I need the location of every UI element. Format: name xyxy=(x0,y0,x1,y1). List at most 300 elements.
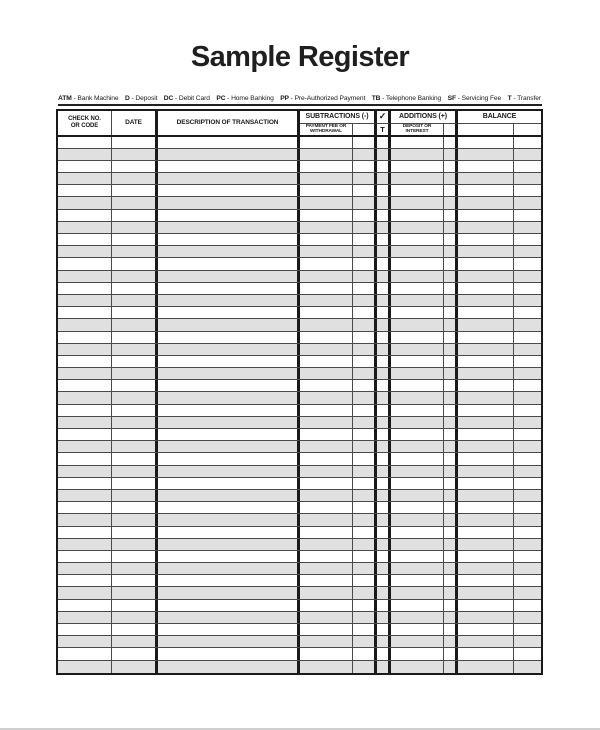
register-cell xyxy=(300,527,353,538)
register-cell xyxy=(514,149,541,160)
register-cell xyxy=(377,648,391,659)
register-cell xyxy=(158,307,300,318)
register-cell xyxy=(391,332,444,343)
register-cell xyxy=(444,636,458,647)
register-cell xyxy=(458,271,514,282)
register-cell xyxy=(158,563,300,574)
register-cell xyxy=(391,417,444,428)
register-cell xyxy=(514,502,541,513)
legend-label: - Pre-Authorized Payment xyxy=(288,95,366,102)
register-cell xyxy=(158,478,300,489)
register-cell xyxy=(58,392,112,403)
register-cell xyxy=(353,368,377,379)
register-cell xyxy=(377,344,391,355)
register-cell xyxy=(300,356,353,367)
register-cell xyxy=(300,563,353,574)
register-cell xyxy=(444,648,458,659)
register-cell xyxy=(58,429,112,440)
register-cell xyxy=(300,332,353,343)
register-cell xyxy=(353,356,377,367)
register-cell xyxy=(377,624,391,635)
register-cell xyxy=(300,246,353,257)
register-cell xyxy=(391,648,444,659)
register-cell xyxy=(391,453,444,464)
register-cell xyxy=(377,417,391,428)
register-cell xyxy=(458,149,514,160)
register-cell xyxy=(514,258,541,269)
register-cell xyxy=(391,624,444,635)
register-cell xyxy=(300,612,353,623)
legend-label: - Transfer xyxy=(511,95,541,102)
register-cell xyxy=(353,234,377,245)
register-cell xyxy=(158,258,300,269)
register-cell xyxy=(377,197,391,208)
register-cell xyxy=(300,161,353,172)
register-cell xyxy=(514,441,541,452)
register-cell xyxy=(514,356,541,367)
register-cell xyxy=(158,441,300,452)
register-cell xyxy=(58,417,112,428)
legend-item xyxy=(372,94,441,103)
register-row xyxy=(58,551,541,563)
register-cell xyxy=(514,636,541,647)
register-cell xyxy=(112,661,158,673)
register-cell xyxy=(112,563,158,574)
register-cell xyxy=(391,173,444,184)
register-cell xyxy=(58,356,112,367)
register-cell xyxy=(112,612,158,623)
register-cell xyxy=(514,478,541,489)
register-cell xyxy=(444,466,458,477)
header-cell-additions-cents xyxy=(444,124,458,135)
register-cell xyxy=(514,600,541,611)
register-cell xyxy=(112,332,158,343)
register-header xyxy=(58,111,541,137)
register-cell xyxy=(458,417,514,428)
register-cell xyxy=(158,295,300,306)
register-cell xyxy=(391,319,444,330)
register-cell xyxy=(444,661,458,673)
register-cell xyxy=(158,137,300,148)
register-cell xyxy=(444,563,458,574)
header-cell-check-no xyxy=(58,111,112,135)
legend-item xyxy=(508,94,541,103)
register-row xyxy=(58,161,541,173)
register-cell xyxy=(353,539,377,550)
header-cell-subtractions: SUBTRACTIONS (-) xyxy=(300,111,377,124)
register-cell xyxy=(444,222,458,233)
register-cell xyxy=(377,563,391,574)
register-cell xyxy=(158,380,300,391)
register-cell xyxy=(444,429,458,440)
register-cell xyxy=(112,514,158,525)
register-cell xyxy=(112,453,158,464)
register-cell xyxy=(353,453,377,464)
checkmark-icon: ✓ xyxy=(378,111,387,121)
register-cell xyxy=(391,307,444,318)
register-cell xyxy=(353,648,377,659)
register-cell xyxy=(458,405,514,416)
register-row xyxy=(58,210,541,222)
register-cell xyxy=(353,344,377,355)
register-cell xyxy=(353,429,377,440)
additions-sublabel-line2: INTEREST xyxy=(405,129,429,134)
register-cell xyxy=(300,417,353,428)
register-cell xyxy=(444,527,458,538)
register-row xyxy=(58,332,541,344)
register-cell xyxy=(377,210,391,221)
register-cell xyxy=(353,405,377,416)
register-cell xyxy=(353,173,377,184)
register-cell xyxy=(58,636,112,647)
legend-item xyxy=(164,94,210,103)
register-cell xyxy=(377,612,391,623)
register-cell xyxy=(377,271,391,282)
register-cell xyxy=(158,149,300,160)
register-cell xyxy=(300,344,353,355)
register-cell xyxy=(158,368,300,379)
register-cell xyxy=(514,575,541,586)
register-cell xyxy=(458,453,514,464)
register-row xyxy=(58,661,541,673)
register-cell xyxy=(391,271,444,282)
register-row xyxy=(58,392,541,404)
legend-label: - Telephone Banking xyxy=(380,95,442,102)
register-cell xyxy=(353,612,377,623)
register-cell xyxy=(353,563,377,574)
register-cell xyxy=(458,661,514,673)
register-cell xyxy=(353,600,377,611)
register-row xyxy=(58,137,541,149)
register-cell xyxy=(353,271,377,282)
register-cell xyxy=(353,587,377,598)
legend-divider xyxy=(58,104,542,106)
register-row xyxy=(58,514,541,526)
register-cell xyxy=(112,234,158,245)
register-cell xyxy=(353,380,377,391)
register-cell xyxy=(58,283,112,294)
register-cell xyxy=(300,429,353,440)
subtractions-sublabel-line2: WITHDRAWAL xyxy=(309,129,343,134)
register-cell xyxy=(444,368,458,379)
register-cell xyxy=(377,234,391,245)
register-cell xyxy=(300,624,353,635)
register-cell xyxy=(458,392,514,403)
register-cell xyxy=(158,636,300,647)
register-cell xyxy=(444,600,458,611)
register-cell xyxy=(377,246,391,257)
register-cell xyxy=(458,612,514,623)
register-cell xyxy=(391,356,444,367)
register-cell xyxy=(158,624,300,635)
register-cell xyxy=(458,319,514,330)
register-cell xyxy=(158,502,300,513)
register-cell xyxy=(58,405,112,416)
register-cell xyxy=(58,319,112,330)
register-row xyxy=(58,636,541,648)
register-cell xyxy=(514,319,541,330)
register-cell xyxy=(458,197,514,208)
header-cell-subtractions-cents xyxy=(353,124,377,135)
register-cell xyxy=(300,661,353,673)
legend-code: PC xyxy=(216,95,226,102)
register-cell xyxy=(391,575,444,586)
register-cell xyxy=(514,246,541,257)
register-cell xyxy=(377,539,391,550)
additions-sublabel-line1: DEPOSIT OR xyxy=(402,123,432,129)
register-cell xyxy=(158,551,300,562)
register-cell xyxy=(112,271,158,282)
code-legend xyxy=(58,94,541,103)
register-cell xyxy=(377,307,391,318)
register-cell xyxy=(353,417,377,428)
register-cell xyxy=(58,149,112,160)
register-cell xyxy=(514,222,541,233)
register-cell xyxy=(58,575,112,586)
register-cell xyxy=(377,636,391,647)
legend-code: SF xyxy=(447,95,456,102)
register-cell xyxy=(514,137,541,148)
register-cell xyxy=(353,661,377,673)
register-cell xyxy=(391,478,444,489)
register-cell xyxy=(444,502,458,513)
legend-label: - Debit Card xyxy=(173,95,210,102)
register-row xyxy=(58,466,541,478)
header-cell-balance-cents xyxy=(514,124,541,135)
register-cell xyxy=(377,478,391,489)
register-cell xyxy=(300,502,353,513)
register-cell xyxy=(158,405,300,416)
header-cell-balance: BALANCE xyxy=(458,111,541,124)
register-cell xyxy=(58,234,112,245)
register-cell xyxy=(444,587,458,598)
register-cell xyxy=(444,551,458,562)
register-cell xyxy=(300,173,353,184)
register-cell xyxy=(458,575,514,586)
register-cell xyxy=(514,453,541,464)
register-row xyxy=(58,197,541,209)
register-cell xyxy=(391,612,444,623)
register-cell xyxy=(377,319,391,330)
register-cell xyxy=(444,246,458,257)
register-row xyxy=(58,502,541,514)
register-cell xyxy=(353,624,377,635)
register-cell xyxy=(458,222,514,233)
register-cell xyxy=(391,539,444,550)
register-cell xyxy=(158,600,300,611)
register-cell xyxy=(353,514,377,525)
legend-item xyxy=(280,94,365,103)
header-cell-description: DESCRIPTION OF TRANSACTION xyxy=(158,111,300,135)
register-cell xyxy=(391,405,444,416)
register-cell xyxy=(514,514,541,525)
register-cell xyxy=(514,161,541,172)
register-cell xyxy=(353,332,377,343)
register-cell xyxy=(353,295,377,306)
register-cell xyxy=(158,332,300,343)
register-table xyxy=(56,109,543,675)
register-cell xyxy=(300,380,353,391)
register-cell xyxy=(300,551,353,562)
register-cell xyxy=(444,173,458,184)
register-cell xyxy=(514,392,541,403)
register-cell xyxy=(300,466,353,477)
register-cell xyxy=(353,466,377,477)
register-cell xyxy=(391,161,444,172)
register-cell xyxy=(158,453,300,464)
register-cell xyxy=(458,332,514,343)
register-cell xyxy=(58,271,112,282)
register-cell xyxy=(300,149,353,160)
register-row xyxy=(58,380,541,392)
register-cell xyxy=(300,405,353,416)
register-cell xyxy=(458,478,514,489)
register-cell xyxy=(158,466,300,477)
register-cell xyxy=(353,258,377,269)
header-cell-subtractions-sublabel xyxy=(300,124,353,135)
register-cell xyxy=(391,551,444,562)
register-cell xyxy=(158,612,300,623)
register-cell xyxy=(112,405,158,416)
register-cell xyxy=(458,344,514,355)
register-cell xyxy=(112,466,158,477)
register-cell xyxy=(444,624,458,635)
register-row xyxy=(58,271,541,283)
register-cell xyxy=(300,490,353,501)
register-cell xyxy=(458,283,514,294)
register-cell xyxy=(391,185,444,196)
register-cell xyxy=(58,246,112,257)
register-row xyxy=(58,234,541,246)
register-cell xyxy=(391,514,444,525)
register-cell xyxy=(514,307,541,318)
register-cell xyxy=(112,246,158,257)
header-check-no-line1: CHECK NO. xyxy=(68,116,101,122)
register-cell xyxy=(300,222,353,233)
register-cell xyxy=(458,234,514,245)
register-row xyxy=(58,441,541,453)
register-cell xyxy=(58,612,112,623)
register-cell xyxy=(58,478,112,489)
register-cell xyxy=(514,271,541,282)
register-cell xyxy=(514,332,541,343)
register-cell xyxy=(58,490,112,501)
register-cell xyxy=(112,380,158,391)
register-cell xyxy=(353,222,377,233)
register-cell xyxy=(158,283,300,294)
register-cell xyxy=(377,258,391,269)
register-cell xyxy=(514,661,541,673)
register-cell xyxy=(300,539,353,550)
register-cell xyxy=(514,197,541,208)
register-cell xyxy=(158,161,300,172)
register-cell xyxy=(377,429,391,440)
register-cell xyxy=(458,210,514,221)
register-cell xyxy=(300,234,353,245)
register-cell xyxy=(158,490,300,501)
page-title: Sample Register xyxy=(190,41,410,73)
register-cell xyxy=(353,161,377,172)
register-body xyxy=(58,137,541,673)
register-row xyxy=(58,624,541,636)
register-cell xyxy=(444,612,458,623)
register-cell xyxy=(300,392,353,403)
register-row xyxy=(58,356,541,368)
register-cell xyxy=(300,197,353,208)
register-cell xyxy=(112,295,158,306)
register-cell xyxy=(58,307,112,318)
register-cell xyxy=(391,661,444,673)
register-cell xyxy=(158,271,300,282)
register-cell xyxy=(458,490,514,501)
legend-code: PP xyxy=(280,95,289,102)
register-cell xyxy=(458,600,514,611)
register-cell xyxy=(158,429,300,440)
register-cell xyxy=(514,539,541,550)
register-cell xyxy=(112,307,158,318)
register-cell xyxy=(391,380,444,391)
register-cell xyxy=(444,137,458,148)
register-cell xyxy=(58,368,112,379)
register-cell xyxy=(112,185,158,196)
register-cell xyxy=(158,417,300,428)
register-cell xyxy=(300,600,353,611)
register-cell xyxy=(458,441,514,452)
legend-item xyxy=(216,94,273,103)
register-cell xyxy=(377,575,391,586)
register-cell xyxy=(458,587,514,598)
register-cell xyxy=(58,380,112,391)
register-cell xyxy=(377,661,391,673)
register-cell xyxy=(300,319,353,330)
register-cell xyxy=(58,527,112,538)
register-cell xyxy=(300,258,353,269)
register-cell xyxy=(112,478,158,489)
register-cell xyxy=(158,234,300,245)
register-cell xyxy=(58,587,112,598)
register-cell xyxy=(514,563,541,574)
register-cell xyxy=(391,222,444,233)
register-cell xyxy=(158,514,300,525)
register-cell xyxy=(514,429,541,440)
legend-item xyxy=(448,94,502,103)
register-cell xyxy=(158,539,300,550)
register-cell xyxy=(377,283,391,294)
register-row xyxy=(58,539,541,551)
register-cell xyxy=(112,429,158,440)
register-cell xyxy=(112,502,158,513)
register-cell xyxy=(353,283,377,294)
register-cell xyxy=(514,587,541,598)
register-cell xyxy=(391,295,444,306)
register-cell xyxy=(353,575,377,586)
register-row xyxy=(58,575,541,587)
register-cell xyxy=(377,441,391,452)
register-cell xyxy=(458,563,514,574)
register-cell xyxy=(58,563,112,574)
register-cell xyxy=(458,380,514,391)
register-cell xyxy=(300,137,353,148)
register-cell xyxy=(112,197,158,208)
register-cell xyxy=(377,380,391,391)
register-cell xyxy=(377,527,391,538)
register-cell xyxy=(158,356,300,367)
register-cell xyxy=(444,185,458,196)
register-cell xyxy=(514,283,541,294)
register-cell xyxy=(300,478,353,489)
register-cell xyxy=(514,173,541,184)
register-cell xyxy=(158,344,300,355)
